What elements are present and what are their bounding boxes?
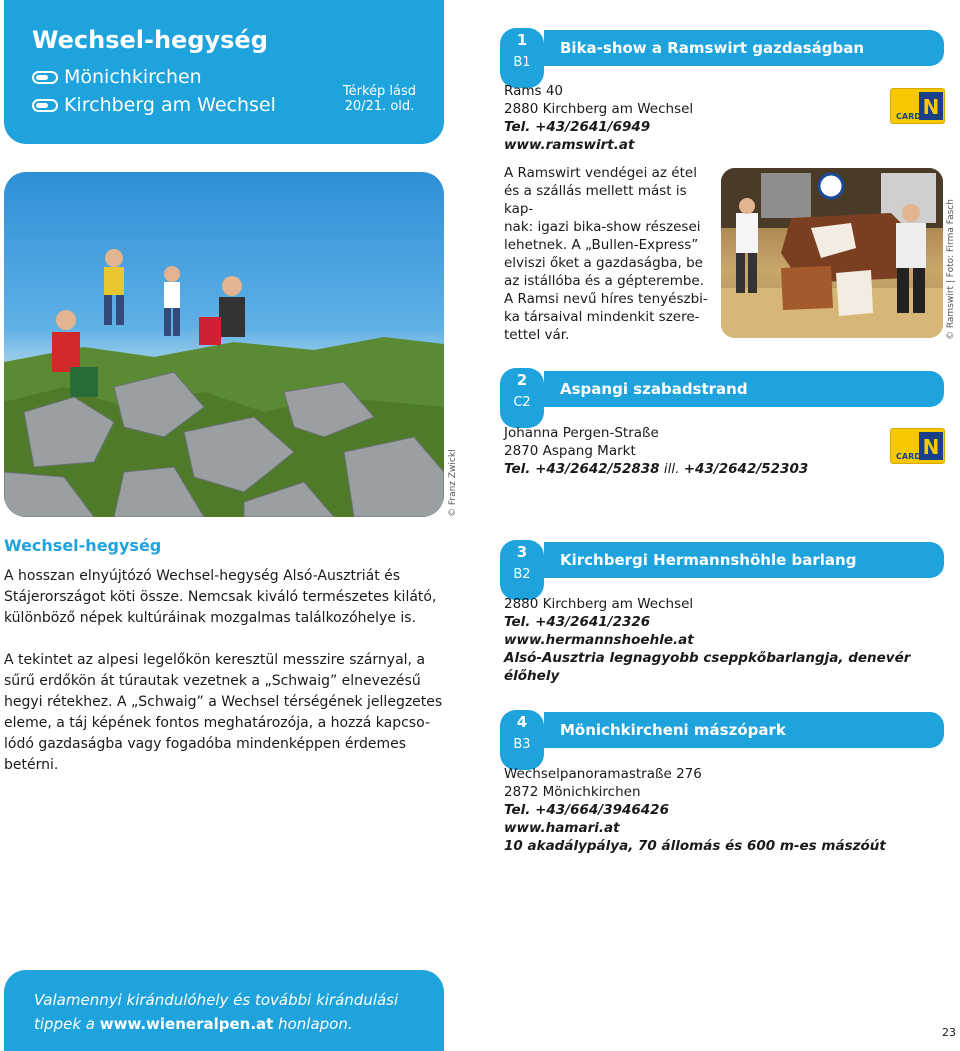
intro-line: eleme, a táj képének fontos meghatározója, a hozzá kapcso- <box>4 715 430 731</box>
website-link[interactable]: www.hamari.at <box>504 820 620 836</box>
intro-line: lódó gazdaságba vagy fogadóba mindenképpen érdemes <box>4 736 407 752</box>
intro-line: betérni. <box>4 757 59 773</box>
hikers-photo-credit: © Franz Zwickl <box>448 449 458 517</box>
address-line: Wechselpanoramastraße 276 <box>504 766 702 782</box>
cows-photo <box>721 168 943 338</box>
phone: Tel. +43/664/3946426 <box>504 802 669 818</box>
desc-line: nak: igazi bika-show részesei <box>504 219 701 235</box>
place-item <box>32 66 202 88</box>
region-header <box>4 0 444 144</box>
svg-text:N: N <box>922 435 940 459</box>
phone: Tel. +43/2641/6949 <box>504 119 651 135</box>
address-line: 2872 Mönichkirchen <box>504 784 641 800</box>
card-logo-text: CARD <box>896 452 921 461</box>
entry-address <box>504 595 944 685</box>
footer-website-link[interactable]: www.wieneralpen.at <box>99 1015 274 1033</box>
intro-line: különböző népek kultúráinak mozgalmas találkozóhelye is. <box>4 610 417 626</box>
footer-text: tippek a <box>34 1015 100 1033</box>
cows-illustration <box>721 168 943 338</box>
desc-line: lehetnek. A „Bullen-Express” <box>504 237 699 253</box>
intro-line: hegyi rétekhez. A „Schwaig” a Wechsel térségének jellegzetes <box>4 694 443 710</box>
entry-note: Alsó-Ausztria legnagyobb cseppkőbarlangja, denevér élőhely <box>504 650 911 684</box>
niederoesterreich-card-logo <box>890 428 945 464</box>
entry-number: 1 <box>516 31 528 49</box>
pill-icon <box>32 99 58 112</box>
map-ref-line1: Térkép lásd <box>342 84 416 99</box>
desc-line: ka társaival mindenkit szere- <box>504 309 700 325</box>
entry-address <box>504 82 884 154</box>
map-code: B1 <box>513 55 531 70</box>
intro-line: Stájerországot köti össze. Nemcsak kiváló természetes kilátó, <box>4 589 437 605</box>
footer-line <box>34 1012 444 1036</box>
desc-line: A Ramsi nevű híres tenyészbi- <box>504 291 708 307</box>
map-code: B3 <box>513 737 531 752</box>
desc-line: az istállóba és a gépterembe. <box>504 273 705 289</box>
entry-note: 10 akadálypálya, 70 állomás és 600 m-es mászóút <box>504 838 886 854</box>
pill-icon <box>32 71 58 84</box>
entry-number-badge <box>500 540 544 600</box>
footer-box <box>4 970 444 1051</box>
entry-address <box>504 424 884 478</box>
cows-photo-credit: © Ramswirt | Foto: Firma Fasch <box>946 199 956 340</box>
page-number: 23 <box>942 1026 956 1039</box>
entry-title: Bika-show a Ramswirt gazdaságban <box>544 30 944 66</box>
entry-number-badge <box>500 710 544 770</box>
card-icon <box>891 89 946 125</box>
phone: Tel. +43/2641/2326 <box>504 614 651 630</box>
address-line: 2880 Kirchberg am Wechsel <box>504 101 694 117</box>
entry-number-badge <box>500 368 544 428</box>
map-ref-line2: 20/21. old. <box>344 99 415 114</box>
section-title: Wechsel-hegység <box>4 536 162 555</box>
map-code: C2 <box>513 395 531 410</box>
address-line: 2870 Aspang Markt <box>504 443 636 459</box>
entry-title: Aspangi szabadstrand <box>544 371 944 407</box>
entry-description <box>504 164 719 344</box>
intro-line: A tekintet az alpesi legelőkön keresztül messzire szárnyal, a <box>4 652 426 668</box>
address-line: Johanna Pergen-Straße <box>504 425 659 441</box>
address-line: Rams 40 <box>504 83 564 99</box>
place-label: Kirchberg am Wechsel <box>64 94 276 116</box>
desc-line: és a szállás mellett mást is kap- <box>504 183 687 217</box>
phone-secondary: +43/2642/52303 <box>683 461 809 477</box>
entry-address <box>504 765 944 855</box>
desc-line: elviszi őket a gazdaságba, be <box>504 255 703 271</box>
intro-paragraph-2 <box>4 650 444 776</box>
map-code: B2 <box>513 567 531 582</box>
entry-title: Kirchbergi Hermannshöhle barlang <box>544 542 944 578</box>
desc-line: tettel vár. <box>504 327 570 343</box>
entry-number: 4 <box>516 713 528 731</box>
card-logo-text: CARD <box>896 112 921 121</box>
place-item <box>32 94 276 116</box>
phone-row <box>504 460 884 478</box>
footer-text: honlapon. <box>273 1015 353 1033</box>
phone-connector: ill. <box>659 461 684 477</box>
entry-number-badge <box>500 28 544 88</box>
intro-paragraph-1 <box>4 566 444 629</box>
place-label: Mönichkirchen <box>64 66 202 88</box>
entry-title: Mönichkircheni mászópark <box>544 712 944 748</box>
entry-number: 2 <box>516 371 528 389</box>
footer-line: Valamennyi kirándulóhely és további kirándulási <box>34 991 399 1009</box>
intro-line: A hosszan elnyújtózó Wechsel-hegység Alsó-Ausztriát és <box>4 568 401 584</box>
hikers-illustration <box>4 172 444 517</box>
desc-line: A Ramswirt vendégei az étel <box>504 165 697 181</box>
card-icon <box>891 429 946 465</box>
website-link[interactable]: www.ramswirt.at <box>504 137 635 153</box>
phone: Tel. +43/2642/52838 <box>504 461 660 477</box>
intro-line: sűrű erdőkön át túrautak vezetnek a „Schwaig” elnevezésű <box>4 673 421 689</box>
entry-number: 3 <box>516 543 528 561</box>
svg-text:N: N <box>922 95 940 119</box>
map-reference <box>343 84 416 114</box>
niederoesterreich-card-logo <box>890 88 945 124</box>
hikers-photo <box>4 172 444 517</box>
website-link[interactable]: www.hermannshoehle.at <box>504 632 694 648</box>
address-line: 2880 Kirchberg am Wechsel <box>504 596 694 612</box>
region-title: Wechsel-hegység <box>32 26 268 54</box>
